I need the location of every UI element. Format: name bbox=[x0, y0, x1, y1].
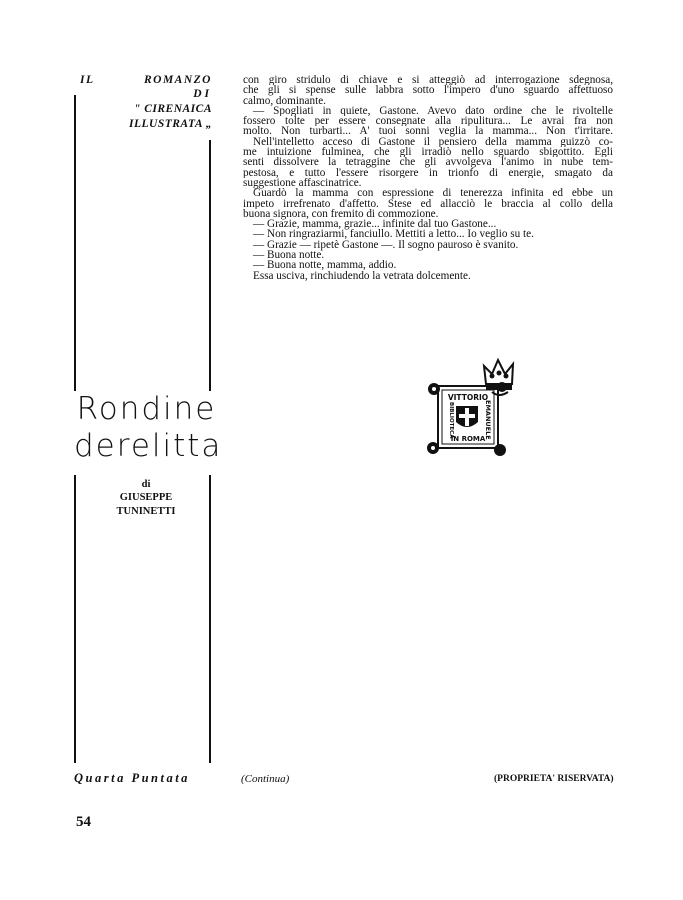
author-last-name: TUNINETTI bbox=[116, 506, 176, 517]
library-stamp bbox=[418, 356, 528, 468]
series-line-1 bbox=[80, 74, 212, 86]
byline-prefix: di bbox=[141, 479, 151, 490]
page-number: 54 bbox=[76, 814, 91, 830]
stamp-left-text: BIBLIOTECA bbox=[448, 402, 454, 439]
right-rule-lower bbox=[209, 475, 211, 763]
author-first-name: GIUSEPPE bbox=[119, 492, 173, 503]
title-line-1: Rondine bbox=[76, 391, 217, 427]
left-rule-upper bbox=[74, 95, 76, 391]
body-line: con giro stridulo di chiave e si atteggiò ad interrogazione sdegnosa, bbox=[243, 75, 613, 86]
body-line: senti dissolvere la tetraggine che gli avvolgeva l'animo in nube tem- bbox=[243, 157, 613, 168]
series-word: IL bbox=[80, 74, 95, 86]
body-line: Essa usciva, rinchiudendo la vetrata dolcemente. bbox=[253, 269, 471, 282]
right-rule-upper bbox=[209, 140, 211, 391]
stamp-bottom-text: IN ROMA bbox=[450, 435, 486, 443]
stamp-right-text: EMANUELE bbox=[484, 400, 492, 440]
body-line: calmo, dominante. bbox=[243, 94, 326, 107]
library-stamp-graphic bbox=[418, 356, 528, 468]
body-line: buona signora, con fremito di commozione. bbox=[243, 207, 439, 220]
continued-label: (Continua) bbox=[241, 773, 290, 785]
installment-label: Quarta Puntata bbox=[74, 771, 190, 785]
body-line: pestosa, e tutto l'essere risorgere in trionfo di energie, smagato da bbox=[243, 167, 613, 178]
body-line: suggestione affascinatrice. bbox=[243, 176, 362, 189]
body-line: Guardò la mamma con espressione di tenerezza infinita ed ebbe un bbox=[253, 188, 613, 199]
body-line: — Spogliati in quiete, Gastone. Avevo dato ordine che le rivoltelle bbox=[253, 105, 613, 117]
savoy-shield-icon bbox=[456, 406, 478, 427]
body-line: fossero tolte per essere consegnate alla ripulitura... Le avrai fra non bbox=[243, 116, 613, 127]
body-line: me intuizione fulminea, che gli irradiò nello sguardo sbigottito. Egli bbox=[243, 147, 613, 158]
body-line: — Grazie — ripetè Gastone —. Il sogno pauroso è svanito. bbox=[253, 238, 519, 251]
series-line-3: " CIRENAICA bbox=[133, 103, 212, 115]
rights-reserved-label: (PROPRIETA' RISERVATA) bbox=[494, 774, 614, 784]
series-line-4: ILLUSTRATA „ bbox=[128, 118, 212, 130]
body-line: che gli si spense sulle labbra sotto l'impero d'uno sguardo affettuoso bbox=[243, 85, 613, 96]
body-line: — Buona notte. bbox=[253, 249, 325, 262]
body-line: — Non ringraziarmi, fanciullo. Mettiti a letto... Io veglio su te. bbox=[253, 228, 534, 241]
body-text bbox=[243, 75, 613, 281]
stamp-top-text: VITTORIO bbox=[447, 393, 489, 402]
title-line-2: derelitta bbox=[74, 428, 223, 464]
body-line: impeto irrefrenato d'affetto. Stese ed allacciò le braccia al collo della bbox=[243, 198, 613, 209]
series-word: ROMANZO bbox=[143, 74, 212, 86]
body-line: — Buona notte, mamma, addio. bbox=[253, 259, 397, 272]
left-rule-lower bbox=[74, 475, 76, 763]
series-line-2: DI bbox=[193, 88, 212, 100]
body-line: Nell'intelletto acceso di Gastone il pensiero della mamma guizzò co- bbox=[253, 136, 613, 148]
body-line: — Grazie, mamma, grazie... infinite dal tuo Gastone... bbox=[253, 218, 497, 231]
body-line: molto. Non turbarti... A' tuoi sonni veglia la mamma... Non t'irritare. bbox=[243, 126, 613, 137]
